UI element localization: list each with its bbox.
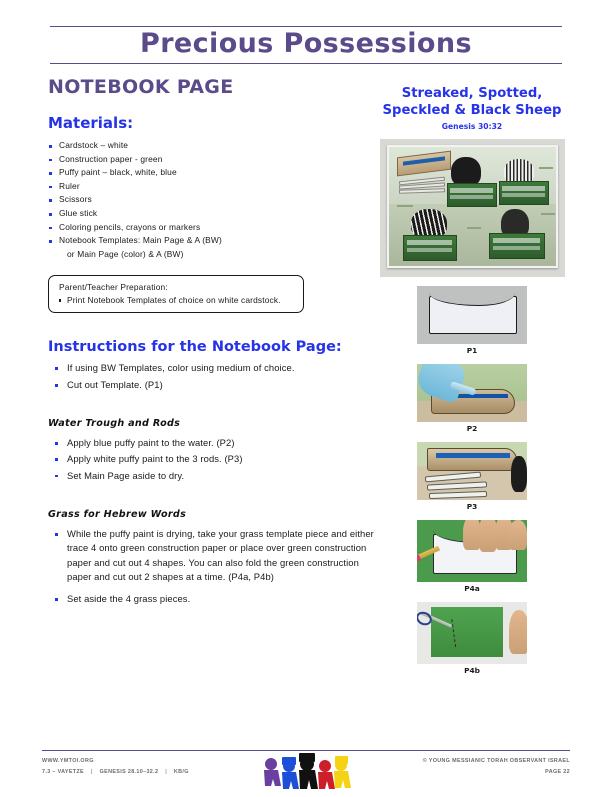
water-trough-list <box>48 436 378 483</box>
footer-website[interactable]: WWW.YMTOI.ORG <box>42 758 94 764</box>
header-rule-bottom <box>50 63 562 64</box>
parent-teacher-prep-box <box>48 275 304 313</box>
prep-item: Print Notebook Templates of choice on white cardstock. <box>59 295 293 305</box>
p2-image <box>417 364 527 422</box>
prep-title: Parent/Teacher Preparation: <box>59 282 168 293</box>
instructions-list <box>48 361 378 392</box>
p3-image <box>417 442 527 500</box>
grass-hebrew-section <box>48 509 378 606</box>
list-item: Set aside the 4 grass pieces. <box>48 592 378 606</box>
list-item: Construction paper - green <box>48 153 378 167</box>
list-item: While the puffy paint is drying, take your grass template piece and either trace 4 onto green construction paper or place over green construction paper and cut out 4 shapes. You can also fold the green construction paper and cut out 2 shapes at a time. (P4a, P4b) <box>48 527 378 584</box>
step-photo-p4a <box>417 520 527 593</box>
footer-rule <box>42 750 570 751</box>
water-trough-illustration <box>397 150 451 176</box>
lesson-scripture-reference: Genesis 30:32 <box>441 121 503 131</box>
footer-left <box>42 756 189 777</box>
organization-logo <box>260 752 352 792</box>
notebook-page-artwork <box>387 145 558 268</box>
step-caption: P1 <box>466 345 478 355</box>
grass-detail <box>541 213 555 215</box>
step-caption: P4a <box>464 583 480 593</box>
step-caption: P4b <box>464 665 480 675</box>
list-item: Apply blue puffy paint to the water. (P2) <box>48 436 378 450</box>
page-header <box>50 26 562 64</box>
p4b-image <box>417 602 527 664</box>
step-photo-p1 <box>417 286 527 355</box>
list-item: Cardstock – white <box>48 139 378 153</box>
footer-scripture: GENESIS 28.10–32.2 <box>99 768 159 775</box>
list-item: Apply white puffy paint to the 3 rods. (P3) <box>48 452 378 466</box>
instructions-heading: Instructions for the Notebook Page: <box>48 339 342 356</box>
right-column <box>374 86 570 675</box>
hand <box>509 610 527 654</box>
hebrew-word-plaque <box>489 233 545 259</box>
hebrew-word-plaque <box>499 181 549 205</box>
step-photo-p2 <box>417 364 527 433</box>
list-item: Puffy paint – black, white, blue <box>48 166 378 180</box>
list-item: Set Main Page aside to dry. <box>48 469 378 483</box>
grass-list <box>48 527 378 606</box>
list-item: If using BW Templates, color using medium of choice. <box>48 361 378 375</box>
step-caption: P3 <box>466 501 478 511</box>
grass-detail <box>467 227 481 229</box>
grass-detail <box>397 205 413 207</box>
p4a-image <box>417 520 527 582</box>
logo-figures-icon <box>260 752 352 792</box>
rod-illustration <box>398 188 444 194</box>
step-caption: P2 <box>466 423 478 433</box>
p1-image <box>417 286 527 344</box>
footer-copyright: © YOUNG MESSIANIC TORAH OBSERVANT ISRAEL <box>422 758 570 764</box>
footer-divider: | <box>90 768 93 775</box>
notebook-page-heading: NOTEBOOK PAGE <box>48 76 234 98</box>
footer-right <box>423 756 570 777</box>
footer-meta <box>42 767 189 778</box>
water-trough-subheading: Water Trough and Rods <box>48 418 181 430</box>
list-item: Coloring pencils, crayons or markers <box>48 221 378 235</box>
page-title: Precious Possessions <box>140 28 472 59</box>
list-item-continuation: or Main Page (color) & A (BW) <box>67 248 184 259</box>
hebrew-word-plaque <box>447 183 497 207</box>
lesson-title-line2: Speckled & Black Sheep <box>382 102 562 118</box>
page-footer <box>42 756 570 790</box>
hebrew-word-plaque <box>403 235 457 261</box>
left-column <box>48 76 378 608</box>
step-photo-p3 <box>417 442 527 511</box>
finger <box>509 520 527 550</box>
footer-code: KB/G <box>173 768 189 775</box>
footer-divider: | <box>165 768 168 775</box>
list-item: Notebook Templates: Main Page & A (BW) <box>48 234 378 248</box>
materials-heading: Materials: <box>48 114 134 132</box>
lesson-title-line1: Streaked, Spotted, <box>401 86 543 101</box>
list-item: Scissors <box>48 193 378 207</box>
finished-notebook-photo <box>380 139 565 277</box>
water-trough-section <box>48 418 378 483</box>
list-item: Cut out Template. (P1) <box>48 378 378 392</box>
footer-lesson: 7.3 – VAYETZE <box>42 768 85 775</box>
grass-subheading: Grass for Hebrew Words <box>48 508 187 520</box>
step-photo-p4b <box>417 602 527 675</box>
list-item: Glue stick <box>48 207 378 221</box>
footer-page-number: PAGE 22 <box>545 768 570 775</box>
materials-list <box>48 139 378 261</box>
grass-detail <box>539 167 553 169</box>
list-item: Ruler <box>48 180 378 194</box>
